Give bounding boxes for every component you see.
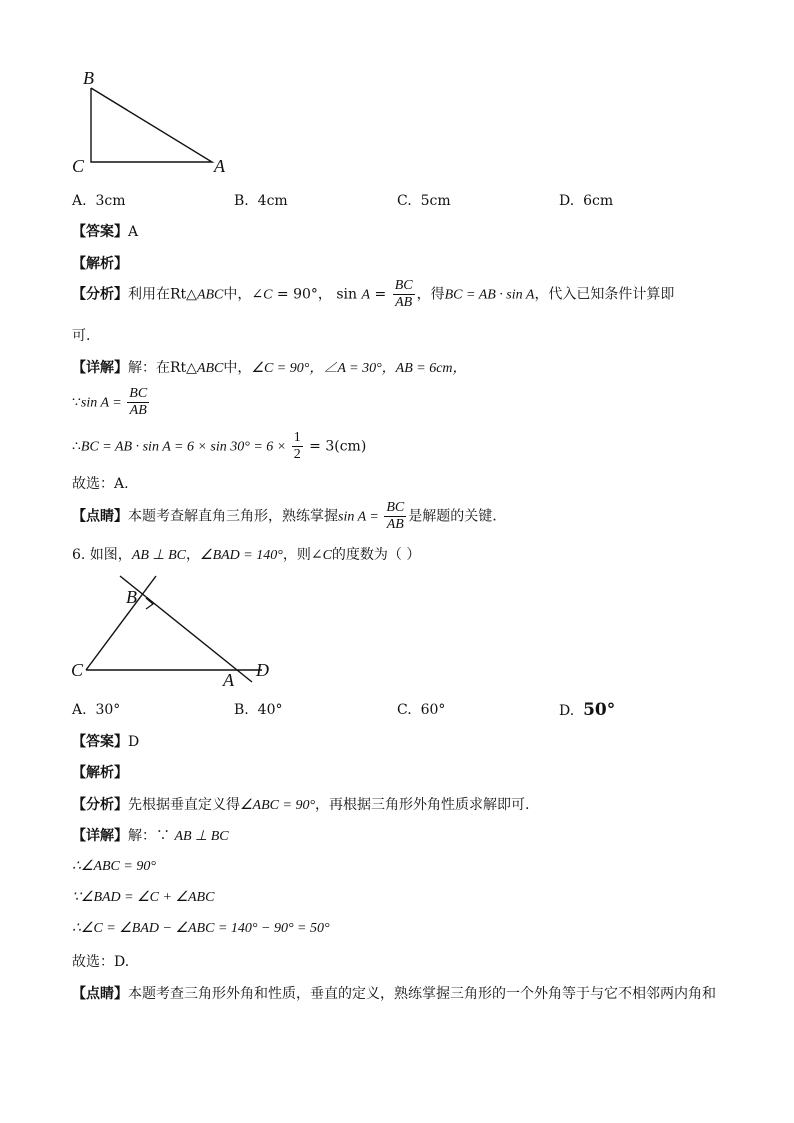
q6-choose: 故选：D. <box>72 954 130 970</box>
triangle-abc-figure <box>66 64 246 180</box>
q6-line3: ∵∠BAD = ∠C + ∠ABC <box>72 890 215 905</box>
q5-xiangjie: 【详解】解：在Rt△ABC中，∠C = 90°，∠A = 30°，AB = 6cm， <box>72 360 467 376</box>
q6-answer: 【答案】D <box>72 734 140 750</box>
q6-option-d: D. 50° <box>559 700 616 720</box>
q6-line2: ∴∠ABC = 90° <box>72 859 156 874</box>
q5-option-c: C. 5cm <box>397 193 451 209</box>
q6-xiangjie: 【详解】解：∵ AB ⊥ BC <box>72 828 229 844</box>
triangle-bad-figure <box>66 570 286 690</box>
label-a: A <box>214 156 225 176</box>
q6-option-a: A. 30° <box>72 702 121 718</box>
q5-because: ∵sin A = $\frac{BC}{AB}$ <box>72 386 148 418</box>
triangle-abc-shape <box>91 88 212 162</box>
q6-line4: ∴∠C = ∠BAD − ∠ABC = 140° − 90° = 50° <box>72 921 330 936</box>
q5-choose: 故选：A. <box>72 476 129 492</box>
q6-analysis-tag: 【解析】 <box>72 765 128 781</box>
q5-option-d: D. 6cm <box>559 193 614 209</box>
q6-dianjing: 【点睛】本题考查三角形外角和性质，垂直的定义，熟练掌握三角形的一个外角等于与它不相邻两内角和 <box>72 986 716 1002</box>
q5-fenxi: 【分析】利用在Rt△ABC中，∠C = 90°， sin A = $\frac{BC}{AB}$ ，得BC = AB · sin A，代入已知条件计算即 <box>72 278 675 310</box>
q5-fenxi-cont: 可. <box>72 328 91 344</box>
q6-option-c: C. 60° <box>397 702 446 718</box>
label-b: B <box>83 68 94 88</box>
label-b: B <box>126 587 137 607</box>
q5-dianjing: 【点睛】本题考查解直角三角形，熟练掌握sin A = $\frac{BC}{AB}$ 是解题的关键. <box>72 500 497 532</box>
label-a: A <box>223 670 234 690</box>
q5-option-b: B. 4cm <box>234 193 288 209</box>
q6-stem: 6. 如图，AB ⊥ BC，∠BAD = 140°，则∠C的度数为（ ） <box>72 547 421 563</box>
q5-analysis-tag: 【解析】 <box>72 256 128 272</box>
q5-therefore: ∴BC = AB · sin A = 6 × sin 30° = 6 × $\frac{1}{2}$ = 3(cm) <box>72 430 367 462</box>
line-c-b <box>86 576 156 670</box>
label-c: C <box>72 156 85 176</box>
line-through-b-a <box>120 576 252 682</box>
q5-answer: 【答案】A <box>72 224 139 240</box>
label-c: C <box>71 660 84 680</box>
q5-option-a: A. 3cm <box>72 193 126 209</box>
label-d: D <box>256 660 269 680</box>
q6-option-b: B. 40° <box>234 702 283 718</box>
q6-fenxi: 【分析】先根据垂直定义得∠ABC = 90°，再根据三角形外角性质求解即可. <box>72 797 530 813</box>
